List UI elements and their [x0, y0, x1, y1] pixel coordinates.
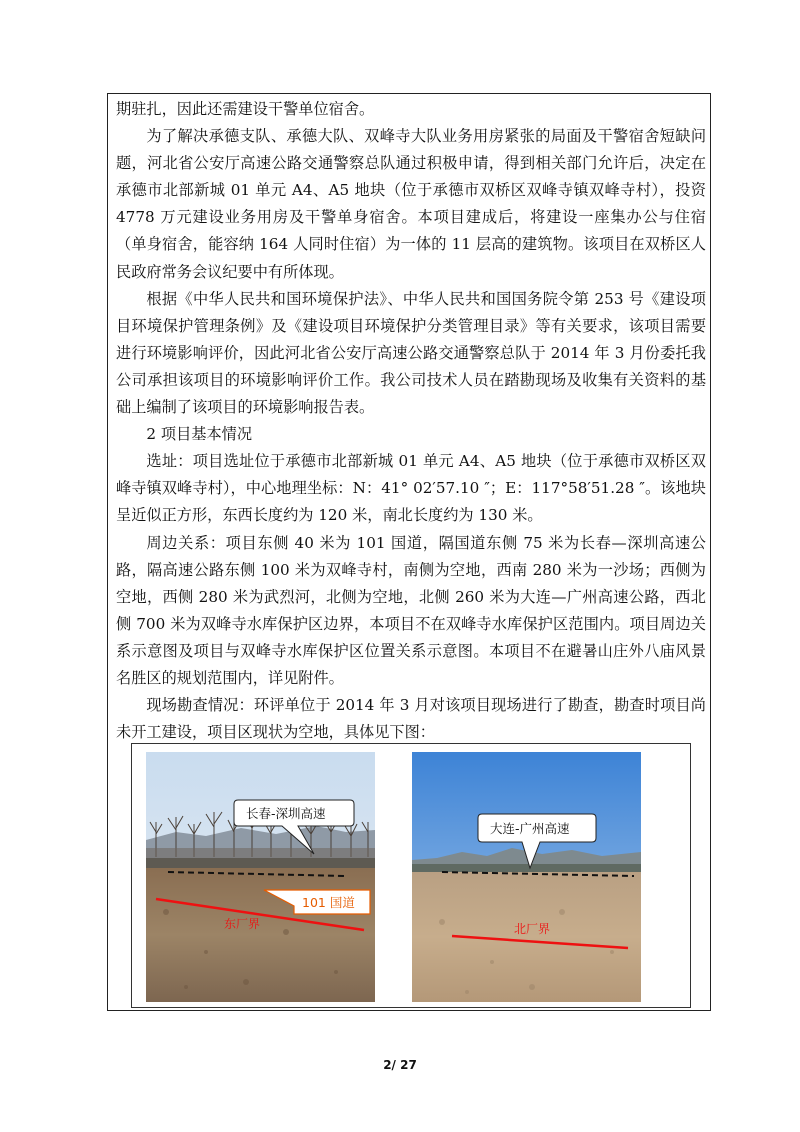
paragraph-site-survey: 现场勘查情况：环评单位于 2014 年 3 月对该项目现场进行了勘查，勘查时项目尚未开工建设，项目区现状为空地，具体见下图：: [116, 696, 706, 742]
callout-dalian-guangzhou: 大连-广州高速: [490, 821, 570, 836]
north-boundary-label: 北厂界: [514, 922, 551, 936]
section-heading: 2 项目基本情况: [146, 425, 253, 444]
callout-changchun-shenzhen: 长春-深圳高速: [246, 806, 326, 821]
paragraph-continuation: 期驻扎，因此还需建设干警单位宿舍。: [116, 100, 375, 118]
paragraph-background: 为了解决承德支队、承德大队、双峰寺大队业务用房紧张的局面及干警宿舍短缺问题，河北省公安厅高速公路交通警察总队通过积极申请，得到相关部门允许后，决定在承德市北部新城 01 单元 A4、A5 地块（位于承德市双桥区双峰寺镇双峰寺村），投资 4778 万元建设业务用房及干警单身宿舍。本项目建成后，将建设一座集办公与住宿（单身宿舍，能容纳 164 人同时住宿）为一体的 11 层高的建筑物。该项目在双桥区人民政府常务会议纪要中有所体现。: [116, 127, 706, 281]
page-number: 2/ 27: [383, 1058, 417, 1072]
paragraph-site-location: 选址：项目选址位于承德市北部新城 01 单元 A4、A5 地块（位于承德市双桥区双峰寺镇双峰寺村），中心地理坐标：N：41° 02′57.10 ″；E：117°58′51.28 ″。该地块呈近似正方形，东西长度约为 120 米，南北长度约为 130 米。: [116, 452, 706, 525]
body-text: [116, 96, 706, 746]
paragraph-legal-basis: 根据《中华人民共和国环境保护法》、中华人民共和国国务院令第 253 号《建设项目环境保护管理条例》及《建设项目环境保护分类管理目录》等有关要求，该项目需要进行环境影响评价，因此河北省公安厅高速公路交通警察总队于 2014 年 3 月份委托我公司承担该项目的环境影响评价工作。我公司技术人员在踏勘现场及收集有关资料的基础上编制了该项目的环境影响报告表。: [116, 289, 706, 417]
paragraph-surroundings: 周边关系：项目东侧 40 米为 101 国道，隔国道东侧 75 米为长春—深圳高速公路，隔高速公路东侧 100 米为双峰寺村，南侧为空地，西南 280 米为一沙场；西侧为空地，西侧 280 米为武烈河，北侧为空地，北侧 260 米为大连—广州高速公路，西北侧 700 米为双峰寺水库保护区边界，本项目不在双峰寺水库保护区范围内。项目周边关系示意图及项目与双峰寺水库保护区位置关系示意图。本项目不在避暑山庄外八庙风景名胜区的规划范围内，详见附件。: [116, 533, 706, 687]
callout-national-road-101: 101 国道: [302, 895, 355, 910]
east-boundary-label: 东厂界: [224, 917, 261, 931]
site-photos: [131, 743, 691, 1008]
photo-north-boundary: [412, 752, 641, 1002]
photo-east-boundary: [146, 752, 375, 1002]
